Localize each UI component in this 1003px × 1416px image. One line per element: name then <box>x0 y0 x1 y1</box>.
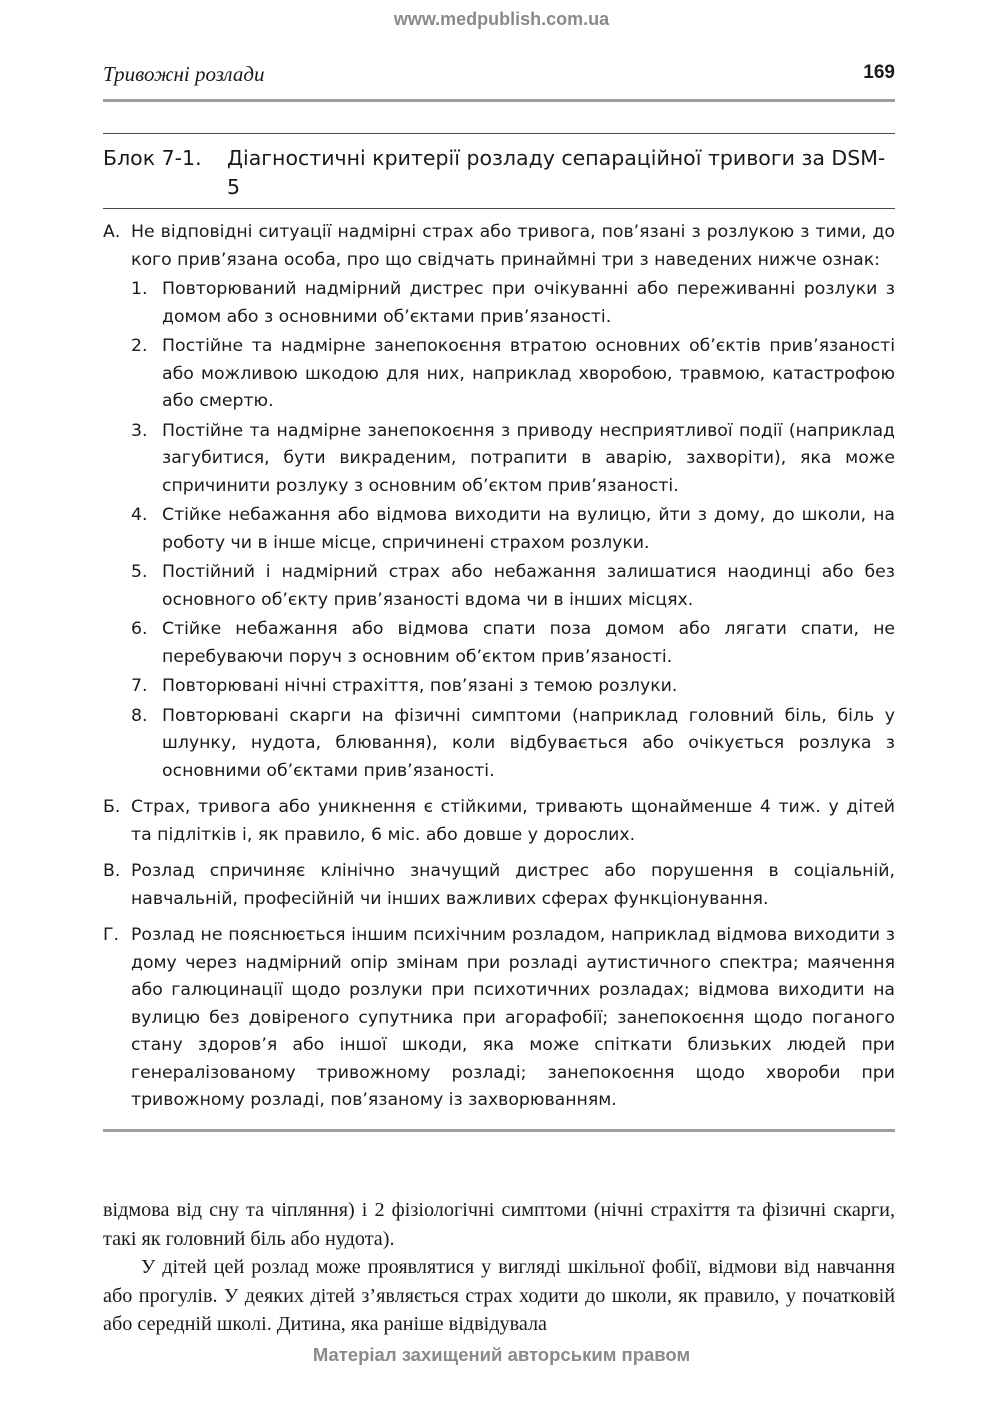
criterion-letter: В. <box>103 861 121 881</box>
list-item-text: Повторювані скарги на фізичні симптоми (наприклад головний біль, біль у шлунку, нудота, блювання), коли відбувається або очікується розлука з основними об’єктами прив’язаності. <box>162 705 895 781</box>
running-title: Тривожні розлади <box>103 62 265 86</box>
criterion-letter: Б. <box>103 797 121 817</box>
list-item-text: Стійке небажання або відмова виходити на вулицю, йти з дому, до школи, на роботу чи в інше місце, спричинені страхом розлуки. <box>162 505 895 553</box>
list-item <box>131 559 895 614</box>
box-title-text: Діагностичні критерії розладу сепараційної тривоги за DSM-5 <box>227 146 886 199</box>
list-item-number: 5. <box>131 562 148 582</box>
list-item-text: Стійке небажання або відмова спати поза домом або лягати спати, не перебуваючи поруч з основним об’єктом прив’язаності. <box>162 619 895 667</box>
list-item-number: 2. <box>131 336 148 356</box>
criterion-h <box>103 922 895 1115</box>
list-item-number: 3. <box>131 420 148 441</box>
list-item-number: 7. <box>131 676 148 696</box>
list-item <box>131 703 895 786</box>
header-rule <box>103 99 895 102</box>
box-label: Блок 7-1. <box>103 146 202 170</box>
watermark-top: www.medpublish.com.ua <box>393 9 610 29</box>
box-title <box>103 144 895 202</box>
criterion-letter: А. <box>103 222 121 242</box>
list-item-text: Повторювані нічні страхіття, пов’язані з темою розлуки. <box>162 676 678 696</box>
page-number: 169 <box>863 62 895 83</box>
box-title-rule <box>103 208 895 209</box>
list-item-number: 4. <box>131 505 148 525</box>
criterion-letter: Г. <box>103 925 120 945</box>
list-item-number: 1. <box>131 279 148 299</box>
paragraph: відмова від сну та чіпляння) і 2 фізіологічні симптоми (нічні страхіття та фізичні скарги, такі як головний біль або нудота). <box>103 1199 895 1250</box>
list-item <box>131 616 895 671</box>
list-item-text: Постійне та надмірне занепокоєння з приводу несприятливої події (наприклад загубитися, бути викраденим, потрапити в аварію, захворіти), яка може спричинити розлуку з основним об’єктом прив’язаності. <box>162 420 895 496</box>
running-header <box>103 62 895 87</box>
watermark-bottom: Матеріал захищений авторським правом <box>312 1344 691 1365</box>
list-item <box>131 418 895 501</box>
box-top-rule <box>103 133 895 134</box>
list-item-text: Постійне та надмірне занепокоєння втратою основних об’єктів прив’язаності або можливою шкодою для них, наприклад хворобою, травмою, катастрофою або смертю. <box>162 336 895 411</box>
paragraph: У дітей цей розлад може проявлятися у вигляді шкільної фобії, відмови від навчання або прогулів. У деяких дітей з’являється страх ходити до школи, як правило, у початковій або середній школі. Дитина, яка раніше відвідувала <box>103 1256 895 1335</box>
list-item <box>131 333 895 416</box>
box-bottom-rule <box>103 1129 895 1132</box>
list-item <box>131 673 895 701</box>
criterion-v <box>103 858 895 913</box>
body-text <box>103 1196 895 1339</box>
criteria-box <box>103 133 895 1132</box>
list-item <box>131 276 895 331</box>
list-item <box>131 502 895 557</box>
list-item-number: 6. <box>131 619 148 639</box>
criterion-text: Не відповідні ситуації надмірні страх або тривога, пов’язані з розлукою з тими, до кого прив’язана особа, про що свідчать принаймні три з наведених нижче ознак: <box>131 222 895 270</box>
criterion-b <box>103 794 895 849</box>
list-item-text: Постійний і надмірний страх або небажання залишатися наодинці або без основного об’єкту прив’язаності вдома чи в інших місцях. <box>162 562 895 610</box>
list-item-number: 8. <box>131 705 148 726</box>
criterion-a <box>103 219 895 785</box>
criterion-text: Страх, тривога або уникнення є стійкими, тривають щонайменше 4 тиж. у дітей та підлітків і, як правило, 6 міс. або довше у дорослих. <box>131 797 895 845</box>
criterion-text: Розлад не пояснюється іншим психічним розладом, наприклад відмова виходити з дому через надмірний опір змінам при розладі аутистичного спектра; маячення або галюцинації щодо розлуки при психотичних розладах; відмова виходити на вулицю без довіреного супутника при агорафобії; занепокоєння щодо поганого стану здоров’я або іншої шкоди, яка може спіткати близьких людей при генералізованому тривожному розладі; занепокоєння щодо хвороби при тривожному розладі, пов’язаному із захворюванням. <box>131 925 895 1110</box>
criterion-text: Розлад спричиняє клінічно значущий дистрес або порушення в соціальній, навчальній, професійній чи інших важливих сферах функціонування. <box>131 861 895 909</box>
list-item-text: Повторюваний надмірний дистрес при очікуванні або переживанні розлуки з домом або з основними об’єктами прив’язаності. <box>162 279 895 327</box>
